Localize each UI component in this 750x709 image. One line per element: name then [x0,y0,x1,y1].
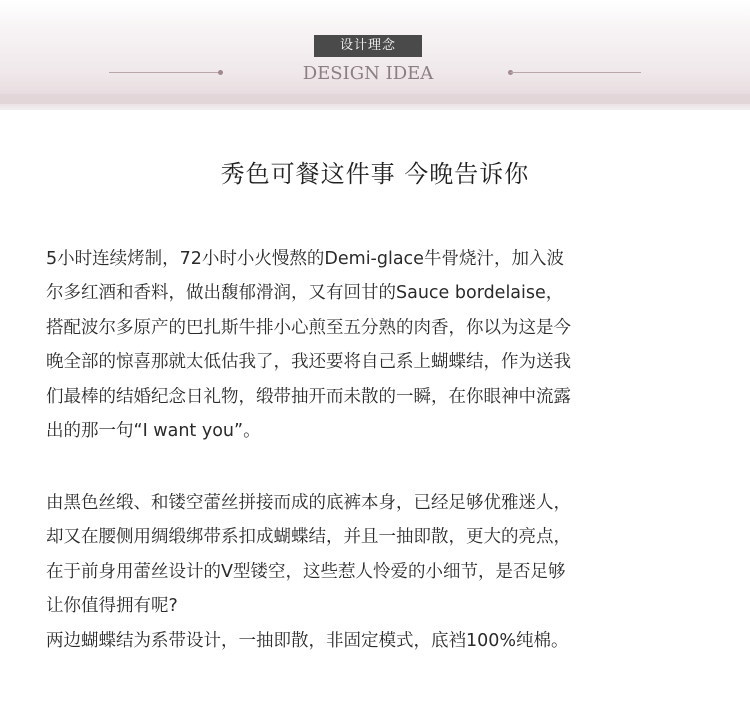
paragraph-line: 5小时连续烤制，72小时小火慢熬的Demi-glace牛骨烧汁，加入波 [46,249,564,269]
paragraph-line: 们最棒的结婚纪念日礼物，缎带抽开而未散的一瞬，在你眼神中流露 [46,386,571,407]
section-badge: 设计理念 [314,35,422,57]
paragraph-line: 尔多红酒和香料，做出馥郁滑润，又有回甘的Sauce bordelaise， [46,283,564,304]
divider-right [510,72,641,73]
paragraph-line: 在于前身用蕾丝设计的V型镂空，这些惹人怜爱的小细节，是否足够 [46,561,566,582]
page-headline: 秀色可餐这件事 今晚告诉你 [220,160,530,188]
section-subtitle: DESIGN IDEA [302,63,434,84]
paragraph-line: 却又在腰侧用绸缎绑带系扣成蝴蝶结，并且一抽即散，更大的亮点， [46,527,571,548]
paragraph-line: 晚全部的惊喜那就太低估我了，我还要将自己系上蝴蝶结，作为送我 [46,352,571,373]
divider-dot-left [218,70,223,75]
description-paragraph-1 [46,242,718,448]
paragraph-line: 由黑色丝缎、和镂空蕾丝拼接而成的底裤本身，已经足够优雅迷人， [46,493,571,513]
divider-left [109,72,223,73]
paragraph-line: 搭配波尔多原产的巴扎斯牛排小心煎至五分熟的肉香，你以为这是今 [46,317,571,338]
header-accent-strip [0,94,750,104]
description-paragraph-2 [46,486,718,658]
paragraph-line: 两边蝴蝶结为系带设计，一抽即散，非固定模式，底裆100%纯棉。 [46,630,569,651]
paragraph-line: 出的那一句“I want you”。 [46,421,261,442]
paragraph-line: 让你值得拥有呢? [46,596,178,617]
